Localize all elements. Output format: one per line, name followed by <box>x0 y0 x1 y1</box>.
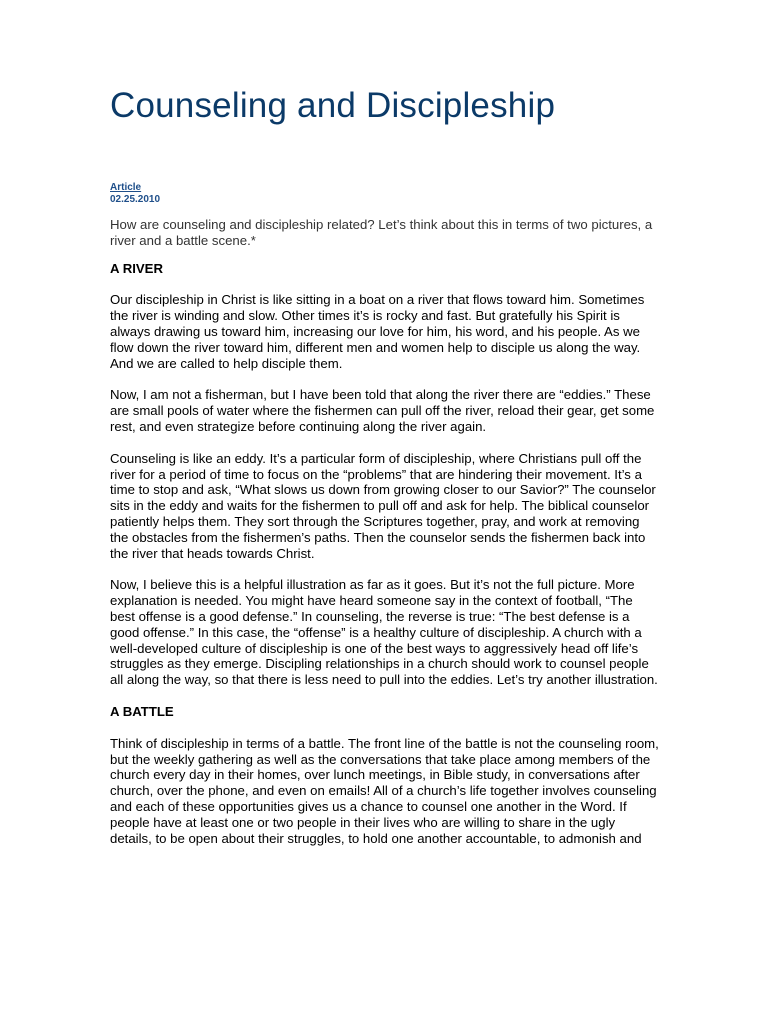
intro-paragraph: How are counseling and discipleship related? Let’s think about this in terms of two pictures, a river and a battle scene.* <box>110 217 653 248</box>
paragraph: Our discipleship in Christ is like sitting in a boat on a river that flows toward him. Sometimes the river is winding and slow. Other times it’s is rocky and fast. But gratefully his Spirit is always drawing us toward him, increasing our love for him, his word, and his people. As we flow down the river toward him, different men and women help to disciple us along the way. And we are called to help disciple them. <box>110 292 645 371</box>
article-body <box>110 217 660 862</box>
paragraph: Now, I believe this is a helpful illustration as far as it goes. But it’s not the full picture. More explanation is needed. You might have heard someone say in the context of football, “The best offense is a good defense.” In counseling, the reverse is true: “The best defense is a good offense.” In this case, the “offense” is a healthy culture of discipleship. A church with a well-developed culture of discipleship is one of the best ways to aggressively head off life’s struggles as they emerge. Discipling relationships in a church should work to counsel people all along the way, so that there is less need to pull into the eddies. Let’s try another illustration. <box>110 577 658 688</box>
paragraph: Now, I am not a fisherman, but I have been told that along the river there are “eddies.” These are small pools of water where the fishermen can pull off the river, reload their gear, get some rest, and even strategize before continuing along the river again. <box>110 387 655 434</box>
category-link[interactable]: Article <box>110 182 142 193</box>
paragraph: Think of discipleship in terms of a battle. The front line of the battle is not the counseling room, but the weekly gathering as well as the conversations that take place among members of the church every day in their homes, over lunch meetings, in Bible study, in conversations after church, over the phone, and even on emails! All of a church’s life together involves counseling and each of these opportunities gives us a chance to counsel one another in the Word. If people have at least one or two people in their lives who are willing to share in the ugly details, to be open about their struggles, to hold one another accountable, to admonish and <box>110 735 659 846</box>
paragraph: Counseling is like an eddy. It’s a particular form of discipleship, where Christians pull off the river for a period of time to focus on the “problems” that are hindering their movement. It’s a time to stop and ask, “What slows us down from growing closer to our Savior?” The counselor sits in the eddy and waits for the fishermen to pull off and ask for help. The biblical counselor patiently helps them. They sort through the Scriptures together, pray, and work at removing the obstacles from the fishermen’s paths. Then the counselor sends the fishermen back into the river that heads towards Christ. <box>110 450 656 561</box>
page-title: Counseling and Discipleship <box>110 86 556 125</box>
publish-date: 02.25.2010 <box>110 194 161 205</box>
section-heading-river: A RIVER <box>110 260 164 276</box>
section-heading-battle: A BATTLE <box>110 703 174 719</box>
